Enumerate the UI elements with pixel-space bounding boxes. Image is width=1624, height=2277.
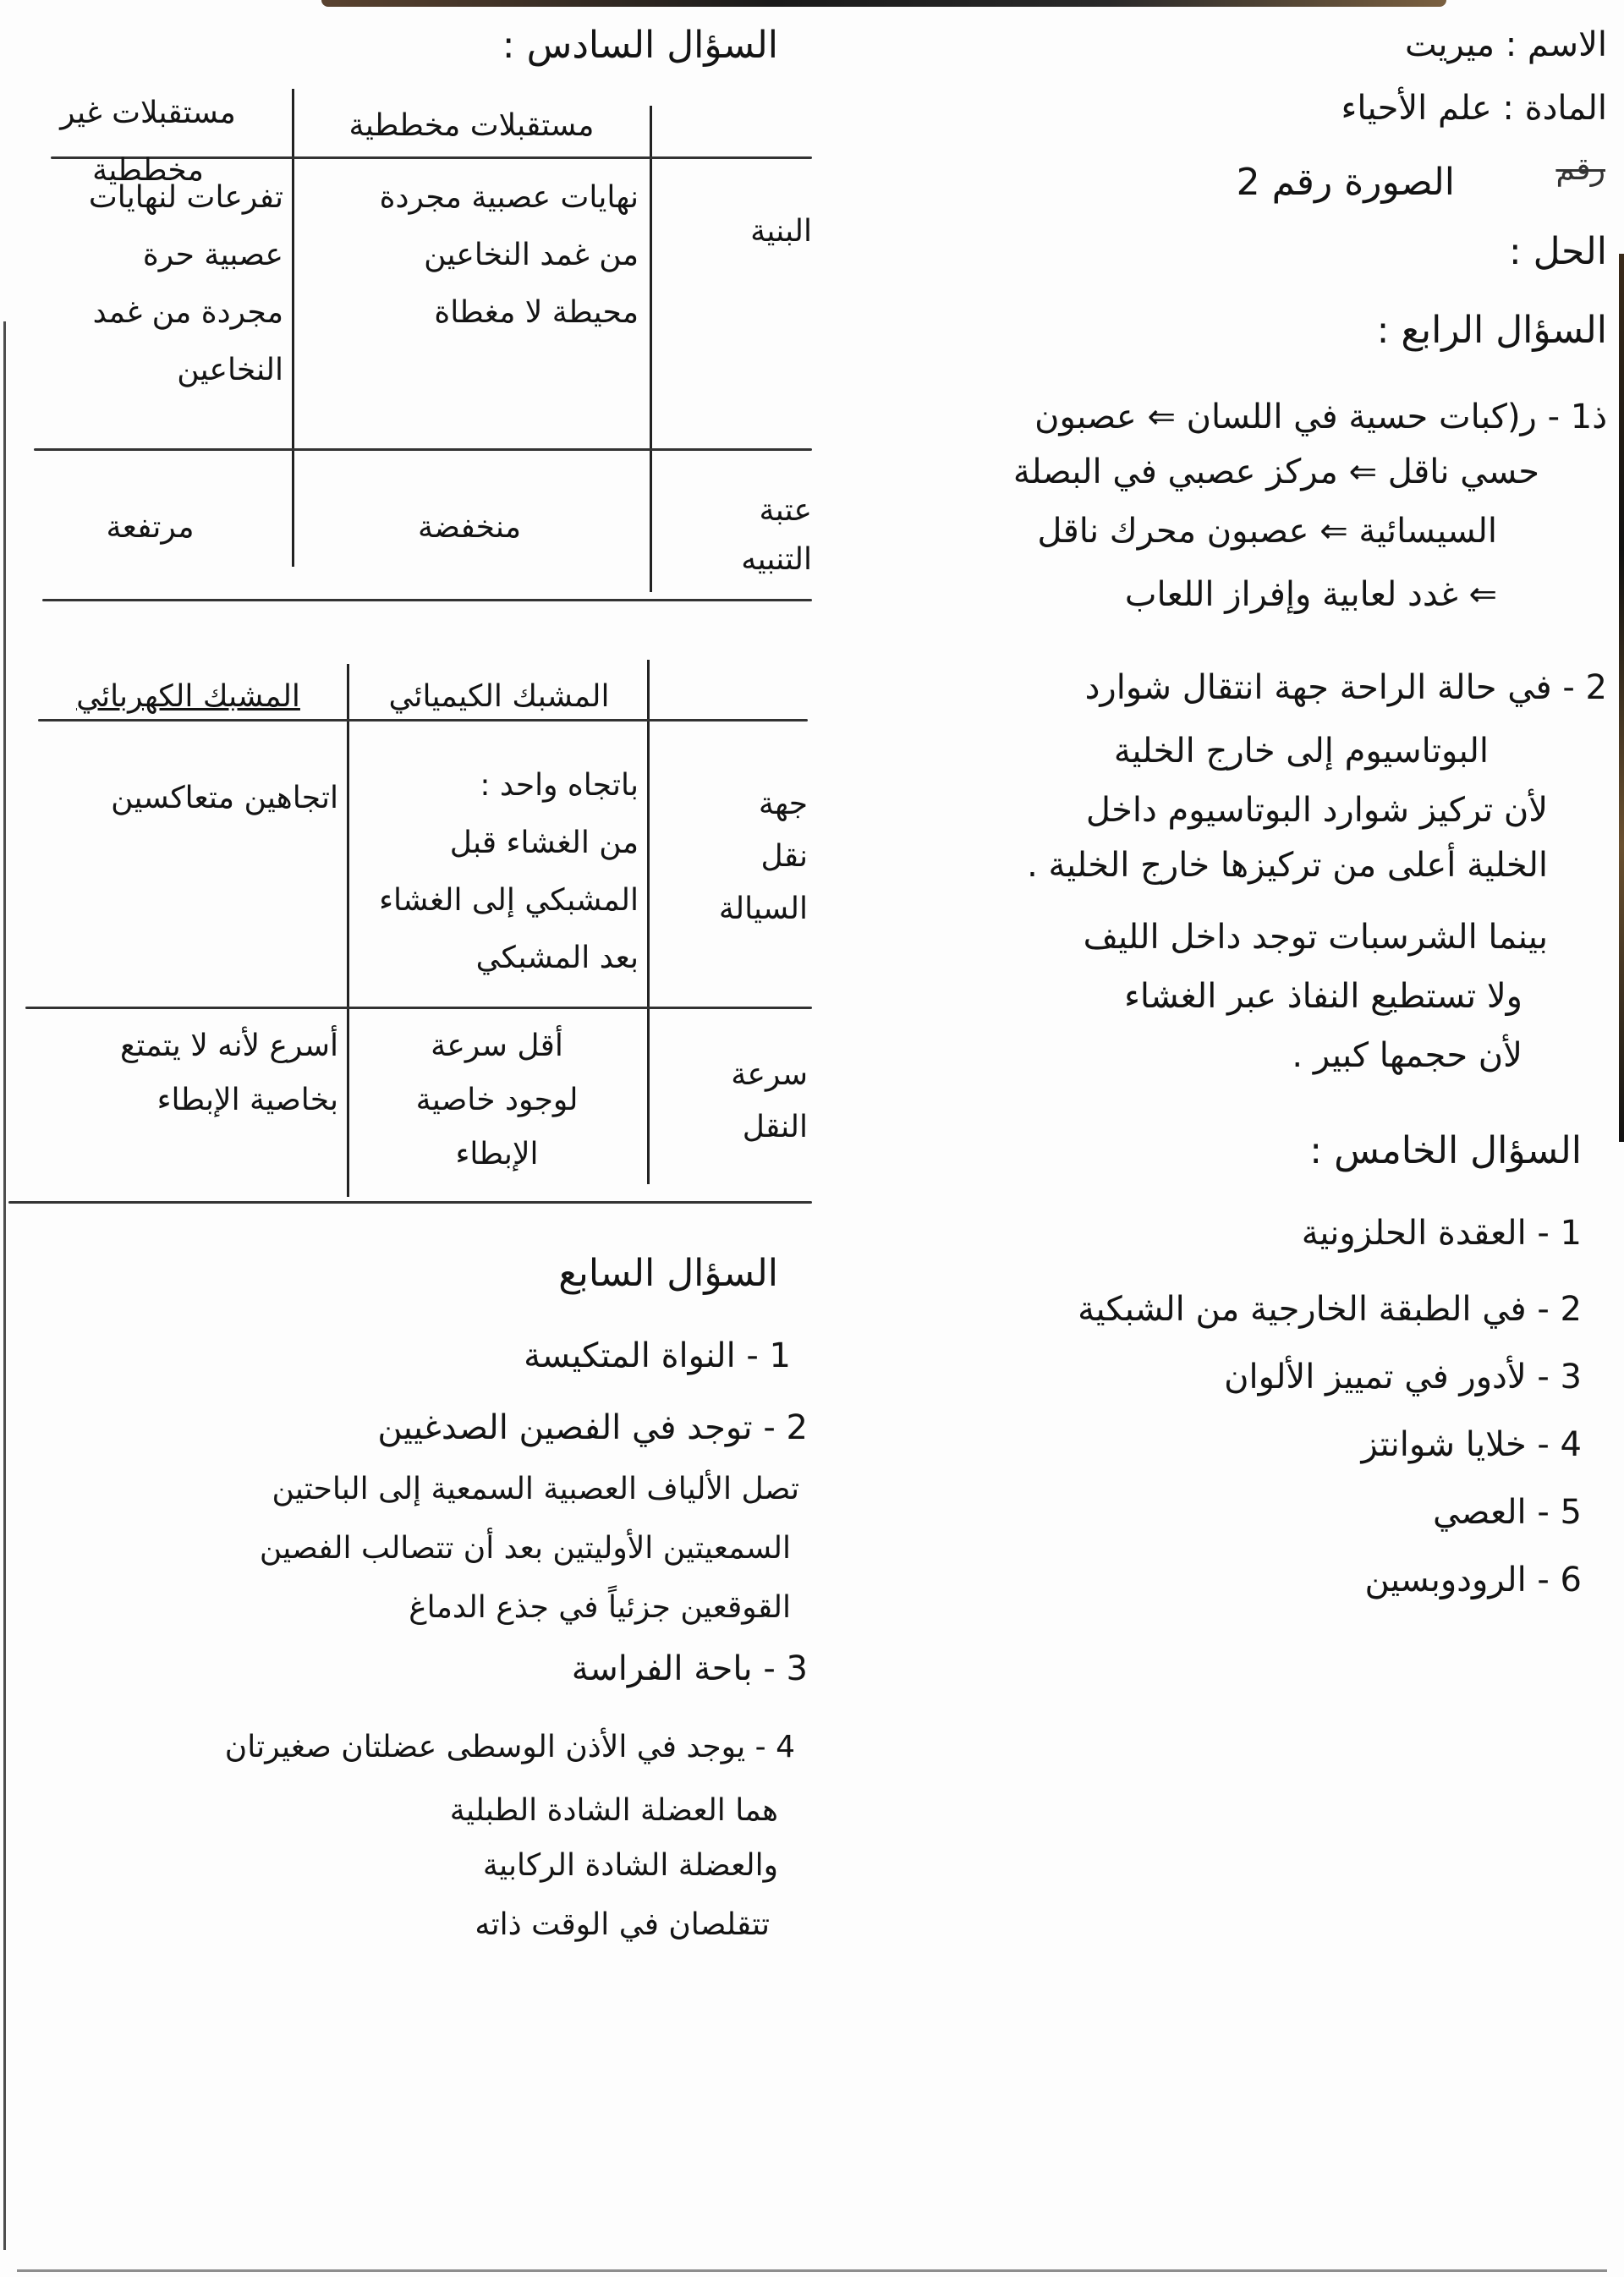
- q4-answer2-line5: بينما الشرسبات توجد داخل الليف: [1083, 918, 1548, 957]
- cell-line: عصبية حرة: [142, 238, 283, 272]
- table1-row-label-threshold: [656, 486, 812, 584]
- table2-row-rule: [25, 1007, 812, 1009]
- cell-line: باتجاه واحد :: [480, 768, 639, 803]
- q7-answer1: 1 - النواة المتكيسة: [524, 1336, 791, 1375]
- table2-divider-2: [647, 660, 650, 1184]
- cell-line: نهايات عصبية مجردة: [379, 180, 639, 215]
- table2-divider-1: [347, 664, 349, 1197]
- q7-answer4-line3: والعضلة الشادة الركابية: [482, 1848, 778, 1883]
- q4-answer1-line3: السيسائية ⇐ عصبون محرك ناقل: [1037, 512, 1497, 551]
- q5-answer-1: 1 - العقدة الحلزونية: [1301, 1214, 1582, 1253]
- q5-title: السؤال الخامس :: [1309, 1129, 1582, 1172]
- table1-cell-threshold-nonstriated: مرتفعة: [106, 510, 195, 545]
- q5-answer-3: 3 - لأدور في تمييز الألوان: [1224, 1358, 1582, 1396]
- q4-answer2-line3: لأن تركيز شوارد البوتاسيوم داخل: [1085, 791, 1548, 830]
- table1-cell-structure-striated: [300, 169, 639, 342]
- cell-line: تفرعات لنهايات: [88, 180, 283, 215]
- cell-line: المشبكي إلى الغشاء: [379, 883, 639, 918]
- q7-answer2-line3: السمعيتين الأوليتين بعد أن تتصالب الفصين: [259, 1531, 791, 1566]
- q4-answer1-line4: ⇐ غدد لعابية وإفراز اللعاب: [1124, 575, 1497, 614]
- q4-answer1-line1: ذ1 - ر(كبات حسية في اللسان ⇐ عصبون: [1034, 398, 1607, 436]
- q7-title: السؤال السابع: [558, 1252, 778, 1295]
- cell-line: السيالة: [718, 892, 808, 926]
- crossed-out-word: رقم: [1555, 152, 1605, 187]
- table1-row-label-structure: البنية: [750, 214, 812, 249]
- q7-answer3: 3 - باحة الفراسة: [571, 1649, 808, 1688]
- image-number: الصورة رقم 2: [1236, 161, 1455, 204]
- cell-line: التنبيه: [741, 542, 812, 577]
- cell-line: عتبة: [759, 493, 812, 528]
- cell-line: أسرع لأنه لا يتمتع: [120, 1029, 338, 1063]
- q7-answer4-line2: هما العضلة الشادة الطبلية: [449, 1793, 778, 1828]
- student-name: الاسم : ميريت: [1405, 25, 1607, 64]
- cell-line: سرعة: [731, 1057, 808, 1092]
- cell-line: محيطة لا مغطاة: [434, 295, 639, 330]
- q7-answer4-line1: 4 - يوجد في الأذن الوسطى عضلتان صغيرتان: [224, 1730, 795, 1764]
- q7-answer4-line4: تتقلصان في الوقت ذاته: [475, 1907, 770, 1942]
- solution-label: الحل :: [1508, 230, 1607, 273]
- table2-cell-direction-electrical: اتجاهين متعاكسين: [111, 781, 338, 815]
- table2-row-label-speed: [656, 1049, 808, 1154]
- q4-answer2-line4: الخلية أعلى من تركيزها خارج الخلية .: [1027, 846, 1548, 885]
- table1-bottom-rule: [42, 599, 812, 601]
- cell-line: بخاصية الإبطاء: [156, 1083, 338, 1117]
- table2-row-label-direction: [656, 778, 808, 935]
- cell-line: بعد المشبكي: [475, 941, 639, 975]
- subject: المادة : علم الأحياء: [1341, 89, 1607, 128]
- q4-answer1-line2: حسي ناقل ⇐ مركز عصبي في البصلة: [1012, 453, 1539, 491]
- table1-divider-1: [292, 89, 294, 567]
- table1-header-nonstriated: مستقبلات غير مخططية: [60, 96, 236, 188]
- page-bottom-edge: [17, 2269, 1607, 2272]
- cell-line: نقل: [760, 839, 808, 874]
- q5-answer-6: 6 - الرودوبسين: [1364, 1561, 1582, 1599]
- table2-header-chemical: المشبك الكيميائي: [388, 679, 610, 714]
- page-right-edge: [1619, 254, 1624, 1142]
- table1-divider-2: [650, 106, 652, 592]
- q7-answer2-line2: تصل الألياف العصبية السمعية إلى الباحتين: [272, 1472, 799, 1506]
- cell-line: أقل سرعة: [431, 1029, 563, 1063]
- q7-answer2-line4: القوقعين جزئياً في جذع الدماغ: [409, 1590, 791, 1625]
- table2-bottom-rule: [8, 1201, 812, 1204]
- q5-answer-5: 5 - العصي: [1433, 1493, 1582, 1532]
- cell-line: النخاعين: [177, 353, 283, 387]
- cell-line: الإبطاء: [455, 1137, 539, 1171]
- cell-line: جهة: [758, 787, 808, 821]
- q4-answer2-line7: لأن حجمها كبير .: [1292, 1036, 1522, 1075]
- table1-row-rule: [34, 448, 812, 451]
- q5-answer-4: 4 - خلايا شوانتز: [1361, 1425, 1582, 1464]
- q5-answer-2: 2 - في الطبقة الخارجية من الشبكية: [1078, 1290, 1582, 1329]
- page-top-shadow: [321, 0, 1446, 7]
- page-left-edge: [3, 321, 6, 2250]
- cell-line: النقل: [742, 1110, 808, 1144]
- q7-answer2-line1: 2 - توجد في الفصين الصدغيين: [377, 1408, 808, 1447]
- q4-title: السؤال الرابع :: [1376, 309, 1607, 352]
- cell-line: مجردة من غمد: [92, 295, 283, 330]
- cell-line: من غمد النخاعين: [424, 238, 639, 272]
- table2-cell-speed-chemical: [355, 1019, 639, 1182]
- table2-cell-speed-electrical: [25, 1019, 338, 1128]
- cell-line: من الغشاء قبل: [449, 826, 639, 860]
- q4-answer2-line2: البوتاسيوم إلى خارج الخلية: [1113, 732, 1489, 771]
- q4-answer2-line6: ولا تستطيع النفاذ عبر الغشاء: [1124, 977, 1522, 1016]
- table1-cell-threshold-striated: منخفضة: [417, 510, 522, 545]
- q4-answer2-line1: 2 - في حالة الراحة جهة انتقال شوارد: [1084, 668, 1607, 707]
- table1-cell-structure-nonstriated: [17, 169, 283, 399]
- q6-title: السؤال السادس :: [502, 24, 778, 67]
- table2-header-electrical: المشبك الكهربائي: [76, 679, 300, 714]
- table2-cell-direction-chemical: [355, 757, 639, 987]
- table1-header-striated: مستقبلات مخططية: [348, 108, 595, 143]
- cell-line: لوجود خاصية: [415, 1083, 579, 1117]
